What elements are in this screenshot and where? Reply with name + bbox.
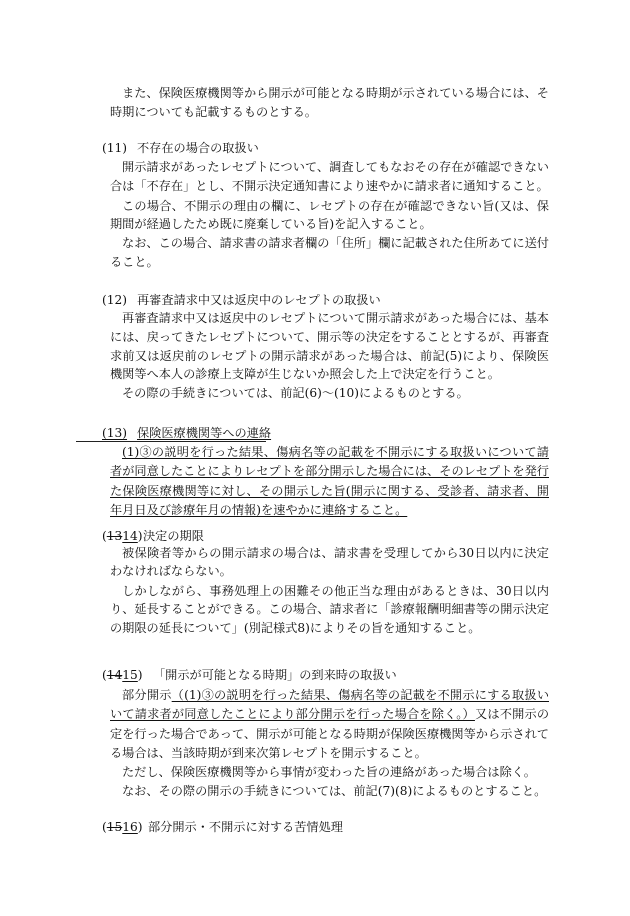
text-segment: 部分開示・不開示に対する苦情処理	[148, 820, 343, 834]
text-segment: なお、その際の開示の手続きについては、前記(7)(8)によるものとすること。	[122, 784, 547, 798]
section-number	[102, 139, 127, 157]
text-segment: わなければならない。	[110, 564, 232, 578]
section-paragraph-line	[110, 600, 549, 618]
section-paragraph-line	[110, 328, 549, 346]
text-segment: (	[102, 529, 107, 543]
text-segment: 「開示が可能となる時期」の到来時の取扱い	[153, 668, 397, 682]
text-segment: 期間が経過したため既に廃棄している旨)を記入すること。	[110, 217, 432, 231]
section-paragraph-line	[122, 544, 549, 562]
text-segment: その際の手続きについては、前記(6)～(10)によるものとする。	[122, 386, 469, 400]
section-paragraph-line	[110, 725, 549, 743]
section-number	[102, 291, 127, 309]
text-segment: (11)	[102, 141, 128, 155]
section-paragraph-line	[122, 309, 549, 327]
section-paragraph-line	[110, 562, 232, 580]
section-title	[137, 291, 381, 309]
section-title	[148, 818, 343, 836]
inserted-text: (1)③の説明を行った結果、傷病名等の記載を不開示にする取扱いについて請	[122, 445, 549, 459]
section-paragraph-line	[122, 763, 536, 781]
text-segment: (	[102, 820, 107, 834]
section-number	[102, 527, 143, 545]
text-segment: )	[137, 529, 143, 543]
text-segment: なお、この場合、請求書の請求者欄の「住所」欄に記載された住所あてに送付	[122, 236, 549, 250]
section-paragraph-line	[110, 462, 549, 480]
section-paragraph-line	[122, 782, 546, 800]
inserted-text: 年月日及び診療年月の情報)を速やかに連絡すること。	[110, 503, 408, 517]
text-segment: る場合は、当該時期が到来次第レセプトを開示すること。	[110, 746, 427, 760]
inserted-text: 16	[122, 820, 138, 834]
text-segment: ただし、保険医療機関等から事情が変わった旨の連絡があった場合は除く。	[122, 765, 536, 779]
text-segment: 開示請求があったレセプトについて、調査してもなおその存在が確認できない	[122, 160, 549, 174]
text-segment: 合は「不存在」とし、不開示決定通知書により速やかに請求者に通知すること。	[110, 179, 549, 193]
deleted-text: 13	[106, 529, 123, 543]
inserted-text: 15	[122, 668, 138, 682]
section-paragraph-line	[110, 744, 427, 762]
text-segment: には、戻ってきたレセプトについて、開示等の決定をすることとするが、再審査	[110, 330, 549, 344]
text-segment: )	[137, 820, 143, 834]
section-paragraph-line	[122, 158, 549, 176]
text-segment: ること。	[110, 255, 159, 269]
text-segment: 不存在の場合の取扱い	[137, 141, 259, 155]
section-number	[102, 424, 127, 442]
inserted-text: (13)	[102, 426, 128, 440]
intro-paragraph-line	[110, 103, 317, 121]
section-number	[102, 818, 143, 836]
section-paragraph-line	[122, 582, 549, 600]
section-paragraph-line	[122, 197, 549, 215]
text-segment: 決定の期限	[143, 529, 204, 543]
deleted-text: 14	[106, 668, 123, 682]
text-segment: の期限の延長について」(別記様式8)によりその旨を通知すること。	[110, 621, 481, 635]
inserted-text: いて請求者が同意したことにより部分開示を行った場合を除く。）	[110, 707, 475, 721]
text-segment: (	[102, 668, 107, 682]
intro-paragraph-line	[122, 84, 549, 102]
section-title	[137, 424, 271, 442]
inserted-text: た保険医療機関等に対し、その開示した旨(開示に関する、受診者、請求者、開	[110, 484, 549, 498]
text-segment: 部分開示	[122, 688, 172, 702]
section-paragraph-line	[122, 384, 469, 402]
text-segment: り、延長することができる。この場合、請求者に「診療報酬明細書等の開示決定	[110, 602, 549, 616]
text-segment: 再審査請求中又は返戻中のレセプトの取扱い	[137, 293, 381, 307]
section-paragraph-line	[110, 705, 549, 723]
section-paragraph-line	[110, 501, 407, 519]
section-paragraph-line	[110, 619, 480, 637]
text-segment: (12)	[102, 293, 128, 307]
inserted-text: （(1)③の説明を行った結果、傷病名等の記載を不開示にする取扱い	[171, 688, 549, 702]
section-paragraph-line	[110, 365, 500, 383]
text-segment: 機関等へ本人の診療上支障が生じないか照会した上で決定を行うこと。	[110, 367, 500, 381]
inserted-text: 保険医療機関等への連絡	[137, 426, 272, 440]
text-segment: 定を行った場合であって、開示が可能となる時期が保険医療機関等から示されて	[110, 727, 549, 741]
text-segment: しかしながら、事務処理上の困難その他正当な理由があるときは、30日以内	[122, 584, 549, 598]
section-paragraph-line	[122, 234, 549, 252]
text-segment: 再審査請求中又は返戻中のレセプトについて開示請求があった場合には、基本	[122, 311, 549, 325]
inserted-text: 14	[122, 529, 138, 543]
text-segment: 又は不開示の	[474, 707, 549, 721]
section-paragraph-line	[122, 443, 549, 461]
inserted-text: 者が同意したことによりレセプトを部分開示した場合には、そのレセプトを発行	[110, 464, 549, 478]
section-paragraph-line	[110, 347, 549, 365]
section-paragraph-line	[110, 215, 432, 233]
deleted-text: 15	[106, 820, 123, 834]
section-title	[137, 139, 259, 157]
text-segment: 時期についても記載するものとする。	[110, 105, 317, 119]
text-segment: )	[137, 668, 143, 682]
section-title	[143, 527, 204, 545]
section-title	[153, 666, 397, 684]
text-segment: また、保険医療機関等から開示が可能となる時期が示されている場合には、そ	[122, 86, 549, 100]
text-segment: 被保険者等からの開示請求の場合は、請求書を受理してから30日以内に決定	[122, 546, 549, 560]
section-paragraph-line	[110, 482, 549, 500]
text-segment: 求前又は返戻前のレセプトの開示請求があった場合は、前記(5)により、保険医	[110, 349, 549, 363]
section-paragraph-line	[110, 253, 159, 271]
section-number	[102, 666, 143, 684]
section-paragraph-line	[122, 686, 549, 704]
section-paragraph-line	[110, 177, 549, 195]
text-segment: この場合、不開示の理由の欄に、レセプトの存在が確認できない旨(又は、保	[122, 199, 549, 213]
